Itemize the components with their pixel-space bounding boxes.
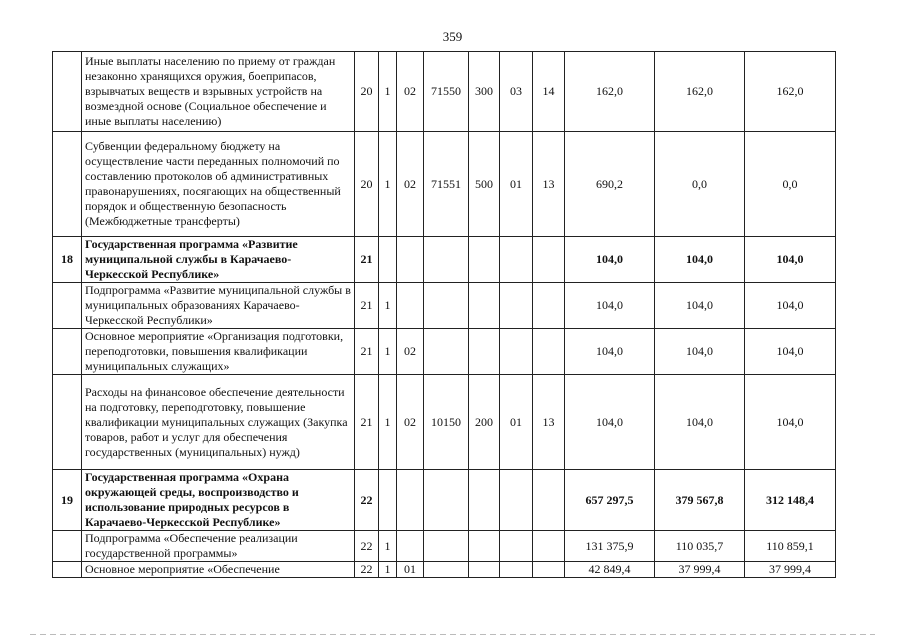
amount-year-1: 104,0 bbox=[565, 375, 655, 470]
row-description: Субвенции федеральному бюджету на осуществление части переданных полномочий по составлению протоколов об административных правонарушениях, посягающих на общественный порядок и общественную безопасность (Межбюджетные трансферты) bbox=[82, 132, 355, 237]
row-description: Основное мероприятие «Обеспечение bbox=[82, 562, 355, 578]
code-gp: 22 bbox=[355, 562, 379, 578]
row-number: 19 bbox=[53, 470, 82, 531]
row-description: Иные выплаты населению по приему от граждан незаконно хранящихся оружия, боеприпасов, взрывчатых веществ и взрывных устройств на возмездной основе (Социальное обеспечение и иные выплаты населению) bbox=[82, 52, 355, 132]
code-subsection bbox=[533, 531, 565, 562]
code-pp: 1 bbox=[379, 375, 397, 470]
code-section: 01 bbox=[500, 132, 533, 237]
row-description: Подпрограмма «Обеспечение реализации государственной программы» bbox=[82, 531, 355, 562]
amount-year-1: 104,0 bbox=[565, 283, 655, 329]
code-section bbox=[500, 237, 533, 283]
table-row bbox=[53, 531, 836, 562]
code-gp: 22 bbox=[355, 531, 379, 562]
code-gp: 21 bbox=[355, 283, 379, 329]
row-number bbox=[53, 375, 82, 470]
code-pp: 1 bbox=[379, 562, 397, 578]
code-pp bbox=[379, 237, 397, 283]
code-direction bbox=[424, 237, 469, 283]
code-pp bbox=[379, 470, 397, 531]
code-direction bbox=[424, 531, 469, 562]
row-number bbox=[53, 132, 82, 237]
code-section bbox=[500, 329, 533, 375]
amount-year-2: 379 567,8 bbox=[655, 470, 745, 531]
page-number: 359 bbox=[442, 29, 463, 44]
code-om: 02 bbox=[397, 329, 424, 375]
amount-year-3: 37 999,4 bbox=[745, 562, 836, 578]
code-expense-type: 300 bbox=[469, 52, 500, 132]
code-section bbox=[500, 531, 533, 562]
code-direction: 71551 bbox=[424, 132, 469, 237]
table-row bbox=[53, 132, 836, 237]
amount-year-2: 104,0 bbox=[655, 283, 745, 329]
amount-year-1: 657 297,5 bbox=[565, 470, 655, 531]
amount-year-3: 312 148,4 bbox=[745, 470, 836, 531]
table-row bbox=[53, 283, 836, 329]
code-om: 02 bbox=[397, 375, 424, 470]
scan-edge-line bbox=[30, 634, 875, 635]
table-row bbox=[53, 562, 836, 578]
code-section: 03 bbox=[500, 52, 533, 132]
code-subsection bbox=[533, 237, 565, 283]
code-subsection: 13 bbox=[533, 375, 565, 470]
code-pp: 1 bbox=[379, 531, 397, 562]
table-row bbox=[53, 375, 836, 470]
row-description: Государственная программа «Развитие муниципальной службы в Карачаево-Черкесской Республике» bbox=[82, 237, 355, 283]
code-expense-type bbox=[469, 283, 500, 329]
amount-year-3: 104,0 bbox=[745, 283, 836, 329]
code-expense-type bbox=[469, 562, 500, 578]
table-row bbox=[53, 470, 836, 531]
code-pp: 1 bbox=[379, 283, 397, 329]
amount-year-1: 42 849,4 bbox=[565, 562, 655, 578]
code-direction bbox=[424, 283, 469, 329]
code-om: 02 bbox=[397, 52, 424, 132]
amount-year-3: 0,0 bbox=[745, 132, 836, 237]
code-gp: 21 bbox=[355, 237, 379, 283]
code-expense-type bbox=[469, 237, 500, 283]
amount-year-3: 104,0 bbox=[745, 375, 836, 470]
amount-year-1: 104,0 bbox=[565, 237, 655, 283]
amount-year-2: 104,0 bbox=[655, 329, 745, 375]
code-om bbox=[397, 531, 424, 562]
row-number bbox=[53, 283, 82, 329]
code-expense-type bbox=[469, 329, 500, 375]
amount-year-2: 0,0 bbox=[655, 132, 745, 237]
code-gp: 21 bbox=[355, 329, 379, 375]
code-om bbox=[397, 237, 424, 283]
budget-table bbox=[52, 51, 836, 578]
code-section bbox=[500, 470, 533, 531]
amount-year-2: 104,0 bbox=[655, 237, 745, 283]
code-subsection bbox=[533, 283, 565, 329]
code-expense-type: 200 bbox=[469, 375, 500, 470]
code-expense-type bbox=[469, 470, 500, 531]
amount-year-1: 162,0 bbox=[565, 52, 655, 132]
code-direction bbox=[424, 470, 469, 531]
code-gp: 20 bbox=[355, 52, 379, 132]
code-subsection bbox=[533, 470, 565, 531]
row-number bbox=[53, 562, 82, 578]
amount-year-3: 162,0 bbox=[745, 52, 836, 132]
table-row bbox=[53, 237, 836, 283]
code-expense-type: 500 bbox=[469, 132, 500, 237]
code-direction bbox=[424, 329, 469, 375]
code-om: 02 bbox=[397, 132, 424, 237]
code-gp: 20 bbox=[355, 132, 379, 237]
code-pp: 1 bbox=[379, 52, 397, 132]
code-section bbox=[500, 562, 533, 578]
amount-year-1: 131 375,9 bbox=[565, 531, 655, 562]
row-description: Подпрограмма «Развитие муниципальной службы в муниципальных образованиях Карачаево-Черкесской Республики» bbox=[82, 283, 355, 329]
amount-year-2: 162,0 bbox=[655, 52, 745, 132]
code-section: 01 bbox=[500, 375, 533, 470]
code-direction: 71550 bbox=[424, 52, 469, 132]
amount-year-3: 104,0 bbox=[745, 329, 836, 375]
table-row bbox=[53, 329, 836, 375]
amount-year-2: 104,0 bbox=[655, 375, 745, 470]
code-subsection bbox=[533, 562, 565, 578]
code-pp: 1 bbox=[379, 132, 397, 237]
row-description: Государственная программа «Охрана окружающей среды, воспроизводство и использование природных ресурсов в Карачаево-Черкесской Республике» bbox=[82, 470, 355, 531]
code-direction bbox=[424, 562, 469, 578]
code-gp: 22 bbox=[355, 470, 379, 531]
code-direction: 10150 bbox=[424, 375, 469, 470]
code-pp: 1 bbox=[379, 329, 397, 375]
table-row bbox=[53, 52, 836, 132]
code-subsection bbox=[533, 329, 565, 375]
row-description: Основное мероприятие «Организация подготовки, переподготовки, повышения квалификации муниципальных служащих» bbox=[82, 329, 355, 375]
code-expense-type bbox=[469, 531, 500, 562]
row-number bbox=[53, 52, 82, 132]
code-subsection: 14 bbox=[533, 52, 565, 132]
row-number: 18 bbox=[53, 237, 82, 283]
code-section bbox=[500, 283, 533, 329]
amount-year-3: 110 859,1 bbox=[745, 531, 836, 562]
row-number bbox=[53, 329, 82, 375]
amount-year-1: 690,2 bbox=[565, 132, 655, 237]
code-om: 01 bbox=[397, 562, 424, 578]
code-subsection: 13 bbox=[533, 132, 565, 237]
amount-year-2: 37 999,4 bbox=[655, 562, 745, 578]
code-om bbox=[397, 283, 424, 329]
code-om bbox=[397, 470, 424, 531]
row-number bbox=[53, 531, 82, 562]
row-description: Расходы на финансовое обеспечение деятельности на подготовку, переподготовку, повышение квалификации муниципальных служащих (Закупка товаров, работ и услуг для обеспечения государственных (муниципальных) нужд) bbox=[82, 375, 355, 470]
code-gp: 21 bbox=[355, 375, 379, 470]
amount-year-3: 104,0 bbox=[745, 237, 836, 283]
amount-year-2: 110 035,7 bbox=[655, 531, 745, 562]
amount-year-1: 104,0 bbox=[565, 329, 655, 375]
